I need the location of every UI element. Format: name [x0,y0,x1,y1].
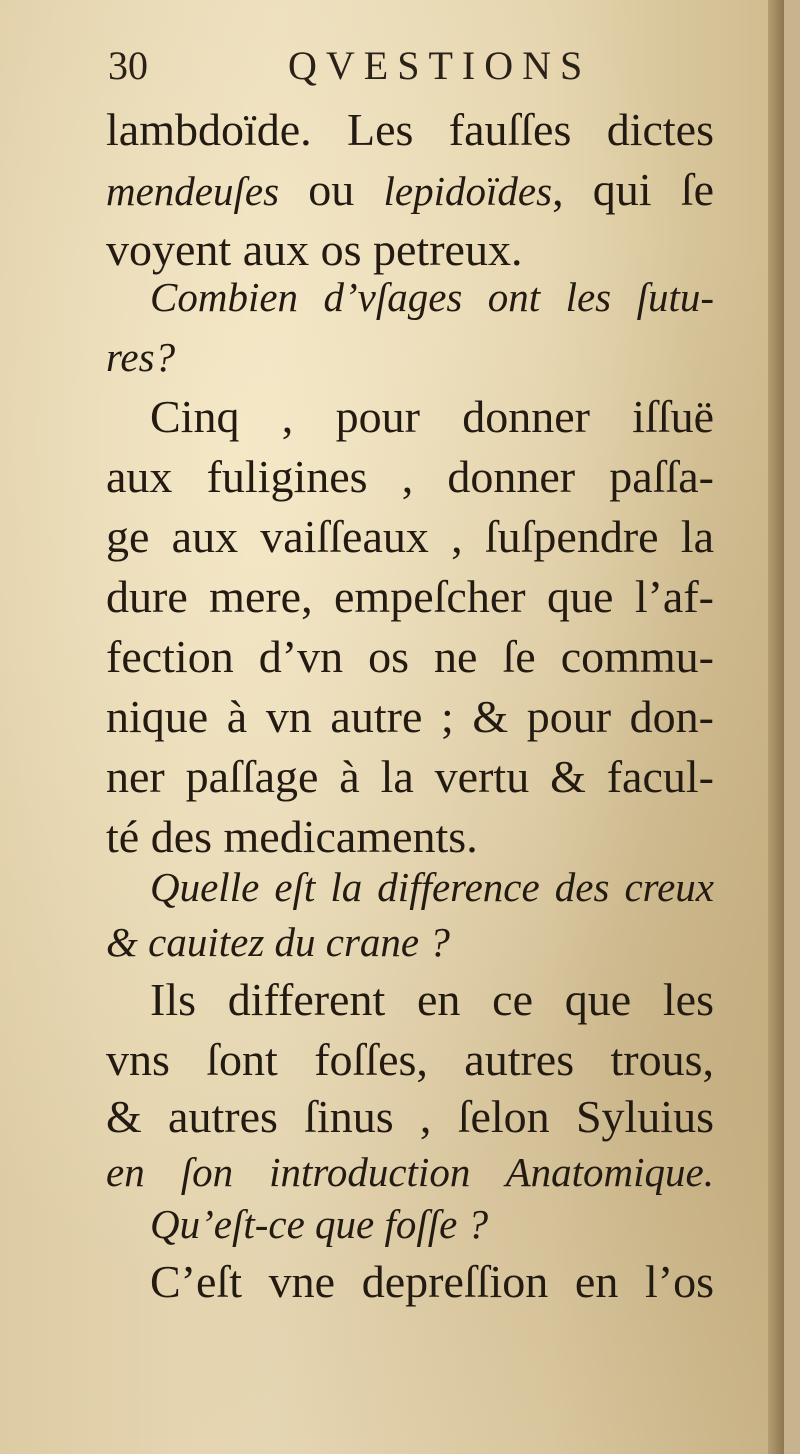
text-line: C’eſt vne depreſſion en l’os [150,1256,714,1307]
text-line-italic: en ſon introduction Anatomique. [106,1149,714,1195]
italic-term: lepidoïdes [383,168,553,214]
question-line: & cauitez du crane ? [106,919,450,965]
italic-term: mendeuſes [106,168,280,214]
running-head: QVESTIONS [288,43,592,88]
text-fragment: ou [279,164,384,215]
question-line: Quelle eſt la difference des creux [150,864,714,910]
text-line: lambdoïde. Les fauſſes dictes [106,104,714,155]
text-line: té des medicaments. [106,811,478,862]
question-line: res? [106,334,176,380]
text-line: aux fuligines , donner paſſa- [106,451,714,502]
text-line [106,158,714,222]
text-line: ge aux vaiſſeaux , ſuſpendre la [106,511,714,562]
text-line: Ils different en ce que les [150,974,714,1025]
text-line: fection d’vn os ne ſe commu- [106,631,714,682]
text-line: Cinq , pour donner iſſuë [150,391,714,442]
question-line: Qu’eſt-ce que foſſe ? [150,1201,489,1247]
text-line: & autres ſinus , ſelon Syluius [106,1091,714,1142]
text-line: vns ſont foſſes, autres trous, [106,1034,714,1085]
question-line: Combien d’vſages ont les ſutu- [150,274,714,320]
text-line: nique à vn autre ; & pour don- [106,691,714,742]
page-number: 30 [108,43,148,88]
text-line: ner paſſage à la vertu & facul- [106,751,714,802]
text-line: voyent aux os petreux. [106,224,523,275]
text-line: dure mere, empeſcher que l’af- [106,571,714,622]
text-fragment: , qui ſe [552,164,715,215]
